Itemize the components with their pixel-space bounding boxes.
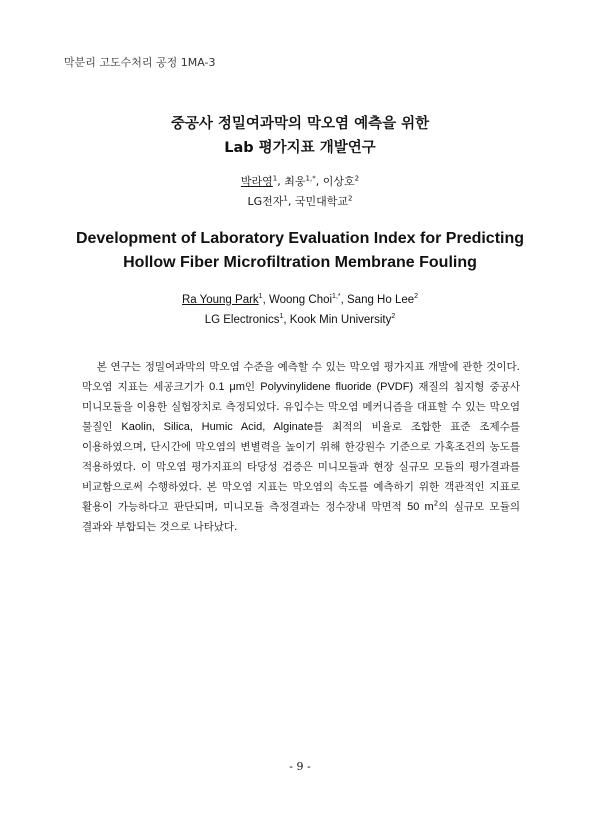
english-title-line1: Development of Laboratory Evaluation Index for Predicting xyxy=(75,230,525,247)
korean-authors: 박라영$^1$, 최웅$^{1,*}$, 이상호$^2$ xyxy=(240,174,360,188)
english-author: Woong Choi xyxy=(268,294,333,306)
polymer-name: Polyvinylidene fluoride (PVDF) xyxy=(260,380,414,393)
english-affiliations: LG Electronics$^1$, Kook Min University$^2$ xyxy=(204,313,396,326)
english-title-line2: Hollow Fiber Microfiltration Membrane Fouling xyxy=(123,254,477,271)
english-author-block xyxy=(0,290,600,330)
english-author: Sang Ho Lee xyxy=(347,294,415,306)
affiliation-sup: 2 xyxy=(348,194,353,203)
korean-title xyxy=(0,112,600,160)
korean-title-line2: Lab 평가지표 개발연구 xyxy=(224,140,376,156)
abstract-text: 인 xyxy=(244,380,261,393)
abstract-text: 의 실규모 모듈의 결과와 부합되는 것으로 나타났다. xyxy=(82,500,520,533)
abstract-text: 재질의 침지형 중공사 미니모듈을 이용한 실험장치로 측정되었다. 유입수는 막오염 메커니즘을 대표할 수 있는 막오염 물질인 xyxy=(82,380,520,433)
english-title xyxy=(0,227,600,275)
abstract-paragraph xyxy=(82,357,520,537)
korean-affiliation: 국민대학교 xyxy=(294,195,349,208)
author-sup: 1,* xyxy=(305,174,316,183)
english-authors: Ra Young Park$^1$, Woong Choi$^{1,*}$, Sang Ho Lee$^2$ xyxy=(181,293,419,306)
affiliation-sup: 1 xyxy=(279,313,284,321)
pore-size-value: 0.1 μm xyxy=(209,380,245,393)
affiliation-sup: 2 xyxy=(391,313,396,321)
korean-author: 이상호 xyxy=(322,175,355,188)
session-tag: 막분리 고도수처리 공정 1MA-3 xyxy=(64,56,216,69)
author-sup: 1 xyxy=(272,174,278,183)
korean-title-line1: 중공사 정밀여과막의 막오염 예측을 위한 xyxy=(170,116,430,132)
page-number: - 9 - xyxy=(289,760,311,773)
english-affiliation: LG Electronics xyxy=(204,314,280,326)
english-affiliation: Kook Min University xyxy=(289,314,392,326)
area-unit-sup: 2 xyxy=(433,499,439,507)
affiliation-sup: 1 xyxy=(283,194,288,203)
abstract-text: 를 최적의 비율로 조합한 표준 조제수를 이용하였으며, 단시간에 막오염의 변별력을 높이기 위해 한강원수 기준으로 가혹조건의 농도를 적용하였다. 이 막오염 평가지표의 타당성 검증은 미니모듈과 현장 실규모 모듈의 평가결과를 비교함으로써 수행하였다. 본 막오염 지표는 막오염의 속도를 예측하기 위한 객관적인 지표로 활용이 가능하다고 판단되며, 미니모듈 측정결과는 정수장내 막면적 xyxy=(82,420,520,513)
author-sup: 1 xyxy=(258,293,263,301)
foulant-list: Kaolin, Silica, Humic Acid, Alginate xyxy=(121,420,314,433)
korean-author: 최웅 xyxy=(284,175,306,188)
korean-author-block xyxy=(0,172,600,212)
author-sup: 2 xyxy=(354,174,360,183)
abstract-text: 본 연구는 정밀여과막의 막오염 수준을 예측할 수 있는 막오염 평가지표 개발에 관한 것이다. 막오염 지표는 세공크기가 xyxy=(82,360,520,393)
korean-affiliations: LG전자$^1$, 국민대학교$^2$ xyxy=(247,194,353,208)
korean-affiliation: LG전자 xyxy=(247,195,284,208)
english-author-presenter: Ra Young Park xyxy=(181,294,259,306)
korean-author-presenter: 박라영 xyxy=(240,175,273,188)
membrane-area-value: 50 m xyxy=(407,500,434,513)
author-sup: 2 xyxy=(414,293,419,301)
author-sup: 1,* xyxy=(332,293,341,301)
